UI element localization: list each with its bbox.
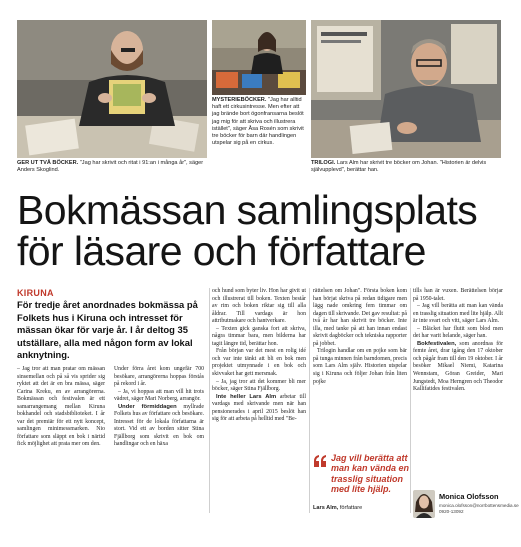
body-paragraph: – Jag tror att man pratar om mässan sinsemellan och på så vis sprider sig ryktet att det är en bra mässa, säger Carina Kreku, en av arrangörerna. Bokmässan och festivalen är ett samarrangemang mellan Kiruna bokhandel och stadsbiblioteket. I år var det premiär för ett nytt koncept, samlingen minimessmarken. Nio författare som släppt en bok i närtid fick möjlighet att prata mer om den. <box>17 366 105 448</box>
body-paragraph: Trilogin handlar om en pojke som bär på tunga minnen från barndomen, precis som Lars Alm själv. Historien utspelar sig i Kiruna och följer Johan från liten pojke <box>313 348 407 385</box>
caption-text: Lars Alm har skrivit tre böcker om Johan. "Historien är delvis självupplevd", berättar han. <box>311 160 487 174</box>
body-paragraph: och hund som byter liv. Hon har givit ut och illustrerat till boken. Texten består av rim och boken riktar sig till alla åldrar. Till vardags är hon attributmakare och hantverkare. <box>212 288 306 325</box>
caption-label: TRILOGI. <box>311 160 336 166</box>
caption-text: "Jag har skrivit och ritat i 91:an i många år", säger Anders Skoglind. <box>17 160 204 174</box>
column-divider <box>309 288 310 513</box>
caption-text: "Jag har alltid haft ett cirkusintresse. Men efter att jag brände bort ögonfransarna beslöt jag mig för att skriva och illustrera istället", säger Åsa Rosén som skrivit tre böcker för barn där handlingen utspelar sig på en cirkus. <box>212 97 304 147</box>
caption-label: MYSTERIEBÖCKER. <box>212 97 267 103</box>
body-paragraph: Under förmiddagen myllrade Folkets hus av författare och besökare. Intresset för de lokala författarna är stort. Vid ett av borden sitter Stina Fjällborg som skrivit en bok om handlingar och en häxa <box>114 403 204 448</box>
photo-lars-alm <box>311 20 501 158</box>
body-column-5 <box>413 288 503 394</box>
photo-anders-skoglind <box>17 20 207 158</box>
photo-caption-lars <box>311 160 501 174</box>
article-kicker: KIRUNA <box>17 288 54 298</box>
pull-quote <box>313 453 410 501</box>
author-avatar <box>413 490 435 518</box>
body-column-3 <box>212 288 306 424</box>
pull-quote-text: Jag vill berätta att man kan vända en trasslig situation med lite hjälp. <box>331 453 410 495</box>
body-paragraph: – Ja, vi hoppas att man vill hit trots vädret, säger Mari Norberg, arrangör. <box>114 388 204 403</box>
body-paragraph: – Texten gick ganska fort att skriva, några timmar bara, men bilderna har tagit längre tid, berättar hon. <box>212 325 306 347</box>
pull-quote-attribution <box>313 505 407 511</box>
photo-caption-asa <box>212 97 308 147</box>
quote-icon <box>313 455 327 467</box>
article-ingress: För tredje året anordnades bokmässa på Folkets hus i Kiruna och intresset för mässan ökar för varje år. I år deltog 35 utställare, alla med någon form av lokal anknytning. <box>17 299 198 361</box>
body-paragraph: Under förra året kom ungefär 700 besökare, arrangörerna hoppas förstås på rekord i år. <box>114 366 204 388</box>
article-headline <box>17 187 507 274</box>
body-paragraph: Inte heller Lars Alm arbetar till vardags med skrivande men när han pensionerades i april 2015 beslöt han sig för att arbeta på helltid med "Be- <box>212 393 306 423</box>
author-email: monica.olofsson@norrbottensmedia.se <box>439 503 519 508</box>
headline-line-2: för läsare och författare <box>17 228 426 274</box>
body-paragraph: Från början var det mest en rolig idé och var inte tänkt att bli en bok men projektet utmynnade i en bok och skivvaket har gett mersmak. <box>212 348 306 378</box>
body-column-2 <box>114 366 204 449</box>
body-paragraph: rättelsen om Johan". Första boken kom han börjat skriva på redan tidigare men lägg nade omkring fem timmar om dagen till skrivande. Det gav resultat: på två år har han skrivit tre böcker. Inte illa, med tanke på att han innan endast skrivit dagböcker och tekniska rapporter på jobbet. <box>313 288 407 347</box>
quote-attribution-role: författare <box>339 505 363 511</box>
body-paragraph: Bokfestivalen, som anordnas för femte året, drar igång den 17 oktober och pågår fram till den 19 oktober. I år besöker Mikael Niemi, Katarina Wennstam, Göran Greider, Mari Jungstedt, Moa Herngren och Theodor Kallifatides festivalen. <box>413 340 503 393</box>
body-column-1 <box>17 366 105 449</box>
author-byline <box>413 490 519 520</box>
body-paragraph: – Jag vill berätta att man kan vända en trasslig situation med lite hjälp. Allt är inte svart och vitt, säger Lars Alm. <box>413 303 504 325</box>
photo-caption-anders <box>17 160 207 174</box>
author-name: Monica Olofsson <box>439 492 499 501</box>
quote-attribution-name: Lars Alm, <box>313 505 339 511</box>
author-phone: 0920-13092 <box>439 509 464 514</box>
photo-asa-rosen <box>212 20 306 95</box>
body-column-4 <box>313 288 407 386</box>
body-paragraph: – Ja, jag tror att det kommer bli mer böcker, säger Stina Fjällborg. <box>212 378 306 393</box>
body-paragraph: tills han är vuxen. Berättelsen börjar på 1950-talet. <box>413 288 503 302</box>
column-divider <box>209 288 210 513</box>
headline-line-1: Bokmässan samlingsplats <box>17 187 478 233</box>
body-paragraph: – Bläcket har flutit som blod men det har varit helande, säger han. <box>413 325 503 340</box>
caption-label: GER UT TVÅ BÖCKER. <box>17 160 79 166</box>
